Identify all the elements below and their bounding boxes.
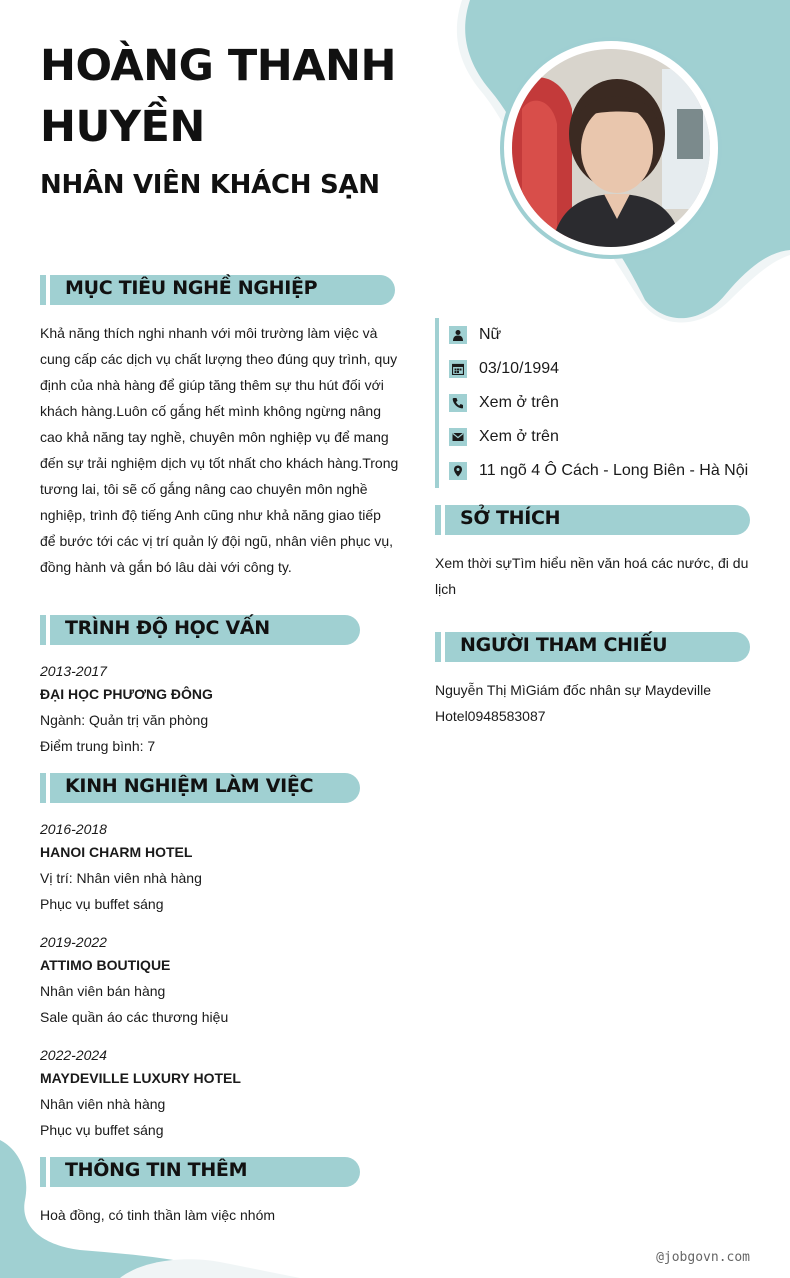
references-title: NGƯỜI THAM CHIẾU bbox=[460, 634, 668, 656]
experience-position: Nhân viên bán hàng bbox=[40, 983, 166, 999]
birthday-value: 03/10/1994 bbox=[479, 360, 560, 377]
experience-position: Nhân viên nhà hàng bbox=[40, 1096, 166, 1112]
contact-address bbox=[449, 454, 755, 488]
experience-item bbox=[40, 1045, 241, 1143]
experience-title: KINH NGHIỆM LÀM VIỆC bbox=[65, 775, 314, 797]
experience-header bbox=[40, 773, 360, 803]
contact-gender bbox=[449, 318, 755, 352]
objective-text: Khả năng thích nghi nhanh với môi trường làm việc và cung cấp các dịch vụ chất lượng theo đúng quy trình, quy định của nhà hàng để giúp tăng thêm sự thu hút đối với khách hàng.Luôn cố gắng hết mình không ngừng nâng cao khả năng tay nghề, chuyên môn nghiệp vụ để mang đến sự trải nghiệm dịch vụ tốt nhất cho khách hàng.Trong tương lai, tôi sẽ cố gắng nâng cao chuyên môn nghề nghiệp, trình độ tiếng Anh cũng như khả năng giao tiếp để bước tới các vị trí quản lý đội ngũ, nhân viên phục vụ, đồng hành và gắn bó lâu dài với công ty. bbox=[40, 325, 399, 575]
mail-icon bbox=[449, 428, 467, 446]
avatar-frame bbox=[500, 37, 722, 259]
references-text: Nguyễn Thị MìGiám đốc nhân sự Maydeville Hotel0948583087 bbox=[435, 682, 712, 724]
experience-company: HANOI CHARM HOTEL bbox=[40, 844, 193, 860]
extra-text: Hoà đồng, có tinh thần làm việc nhóm bbox=[40, 1207, 276, 1223]
person-icon bbox=[449, 326, 467, 344]
contact-list bbox=[435, 318, 755, 488]
education-title: TRÌNH ĐỘ HỌC VẤN bbox=[65, 617, 270, 639]
extra-header bbox=[40, 1157, 360, 1187]
calendar-icon bbox=[449, 360, 467, 378]
hobbies-title: SỞ THÍCH bbox=[460, 507, 561, 529]
hobbies-header bbox=[435, 505, 750, 535]
education-header bbox=[40, 615, 360, 645]
experience-company: ATTIMO BOUTIQUE bbox=[40, 957, 171, 973]
experience-item bbox=[40, 932, 228, 1030]
address-value: 11 ngõ 4 Ô Cách - Long Biên - Hà Nội bbox=[479, 462, 749, 479]
candidate-role: NHÂN VIÊN KHÁCH SẠN bbox=[40, 170, 380, 200]
experience-detail: Phục vụ buffet sáng bbox=[40, 896, 164, 912]
experience-years: 2016-2018 bbox=[40, 821, 107, 837]
experience-detail: Phục vụ buffet sáng bbox=[40, 1122, 164, 1138]
contact-phone bbox=[449, 386, 755, 420]
experience-position: Vị trí: Nhân viên nhà hàng bbox=[40, 870, 202, 886]
education-gpa: Điểm trung bình: 7 bbox=[40, 738, 156, 754]
gender-value: Nữ bbox=[479, 326, 502, 343]
education-years: 2013-2017 bbox=[40, 663, 107, 679]
experience-company: MAYDEVILLE LUXURY HOTEL bbox=[40, 1070, 241, 1086]
avatar bbox=[512, 49, 710, 247]
objective-title: MỤC TIÊU NGHỀ NGHIỆP bbox=[65, 277, 318, 299]
email-value: Xem ở trên bbox=[479, 428, 559, 445]
experience-years: 2019-2022 bbox=[40, 934, 107, 950]
contact-birthday bbox=[449, 352, 755, 386]
references-header bbox=[435, 632, 750, 662]
education-major: Ngành: Quản trị văn phòng bbox=[40, 712, 209, 728]
location-pin-icon bbox=[449, 462, 467, 480]
experience-years: 2022-2024 bbox=[40, 1047, 107, 1063]
experience-item bbox=[40, 819, 202, 917]
phone-icon bbox=[449, 394, 467, 412]
watermark: @jobgovn.com bbox=[656, 1250, 750, 1265]
candidate-name: HOÀNG THANH HUYỀN bbox=[40, 41, 396, 152]
objective-header bbox=[40, 275, 395, 305]
hobbies-text: Xem thời sựTìm hiểu nền văn hoá các nước, đi du lịch bbox=[435, 555, 749, 597]
education-item bbox=[40, 661, 213, 759]
education-school: ĐẠI HỌC PHƯƠNG ĐÔNG bbox=[40, 686, 213, 702]
extra-title: THÔNG TIN THÊM bbox=[65, 1159, 248, 1181]
experience-detail: Sale quần áo các thương hiệu bbox=[40, 1009, 229, 1025]
contact-email bbox=[449, 420, 755, 454]
phone-value: Xem ở trên bbox=[479, 394, 559, 411]
